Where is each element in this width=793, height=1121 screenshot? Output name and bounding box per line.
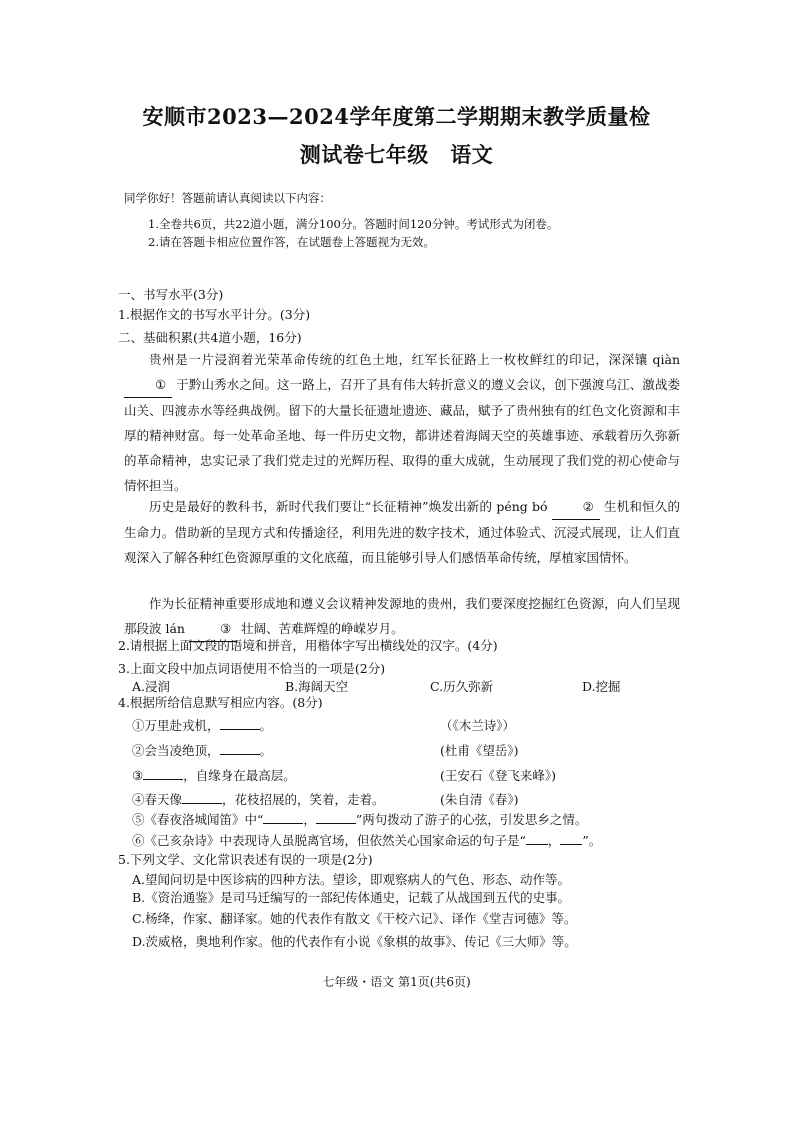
q4-item-1: ①万里赴戎机， 。 — [132, 718, 273, 733]
q4-item-3-source: (王安石《登飞来峰》) — [440, 768, 557, 783]
q4-item-2-source: (杜甫《望岳》) — [440, 743, 519, 758]
notice-greeting: 同学你好！答题前请认真阅读以下内容： — [124, 191, 331, 205]
q4-item-6: ⑥《己亥杂诗》中表现诗人虽脱离官场，但依然关心国家命运的句子是“ ， ”。 — [132, 833, 602, 848]
q5-option-a: A.望闻问切是中医诊病的四种方法。望诊，即观察病人的气色、形态、动作等。 — [132, 872, 571, 887]
notice-item-1: 1.全卷共6页，共22道小题，满分100分。答题时间120分钟。考试形式为闭卷。 — [148, 217, 559, 231]
q3-option-b: B.海阔天空 — [285, 679, 349, 694]
fill-blank — [560, 832, 582, 845]
q5-option-b: B.《资治通鉴》是司马迁编写的一部纪传体通史，记载了从战国到五代的史事。 — [132, 890, 571, 905]
passage-paragraph-3: 作为长征精神重要形成地和遵义会议精神发源地的贵州，我们要深度挖掘红色资源，向人们呈现那段波 lán ③ 壮阔、苦难辉煌的峥嵘岁月。 — [124, 591, 680, 642]
passage-paragraph-2: 历史是最好的教科书，新时代我们要让“长征精神”焕发出新的 péng bó ② 生机和恒久的生命力。借助新的呈现方式和传播途径，利用先进的数字技术，通过体验式、沉浸式展现，让人们直观深入了解各种红色资源厚重的文化底蕴，而且能够引导人们感悟革命传统，厚植家国情怀。 — [124, 494, 680, 570]
section1-heading: 一、书写水平(3分) — [118, 287, 224, 302]
q4-item-4: ④春天像 ，花枝招展的，笑着，走着。 — [132, 792, 385, 807]
q5-option-d: D.茨威格，奥地利作家。他的代表作有小说《象棋的故事》、传记《三大师》等。 — [132, 934, 577, 949]
fill-blank — [220, 717, 260, 730]
q3-option-c: C.历久弥新 — [430, 679, 494, 694]
q4-item-5: ⑤《春夜洛城闻笛》中“ ， ”两句拨动了游子的心弦，引发思乡之情。 — [132, 812, 588, 827]
fill-blank — [526, 832, 548, 845]
q4-item-3: ③ ，自缘身在最高层。 — [132, 768, 296, 783]
section2-heading: 二、基础积累(共4道小题，16分) — [118, 330, 302, 345]
passage-paragraph-1: 贵州是一片浸润着光荣革命传统的红色土地，红军长征路上一枚枚鲜红的印记，深深镶 qiàn ① 于黔山秀水之间。这一路上，召开了具有伟大转折意义的遵义会议，创下强渡乌江、激战娄山关、四渡赤水等经典战例。留下的大量长征遗址遗迹、藏品，赋予了贵州独有的红色文化资源和丰厚的精神财富。每一处革命圣地、每一件历史文物，都讲述着海阔天空的英雄事迹、承载着历久弥新的革命精神，忠实记录了我们党走过的光辉历程、取得的重大成就，生动展现了我们党的初心使命与情怀担当。 — [124, 352, 680, 493]
fill-blank — [316, 811, 356, 824]
question-2: 2.请根据上面文段的语境和拼音，用楷体字写出横线处的汉字。(4分) — [118, 638, 498, 653]
exam-title-line2: 测试卷七年级 语文 — [299, 142, 494, 167]
notice-item-2: 2.请在答题卡相应位置作答，在试题卷上答题视为无效。 — [148, 235, 435, 249]
fill-blank — [182, 791, 222, 804]
q4-item-4-source: (朱自清《春》) — [440, 792, 519, 807]
question-3: 3.上面文段中加点词语使用不恰当的一项是(2分) — [118, 661, 386, 676]
fill-blank — [220, 742, 260, 755]
fill-blank — [143, 767, 183, 780]
fill-blank — [263, 811, 303, 824]
q4-item-2: ②会当凌绝顶， 。 — [132, 743, 273, 758]
question-1: 1.根据作文的书写水平计分。(3分) — [118, 307, 311, 322]
question-4: 4.根据所给信息默写相应内容。(8分) — [118, 695, 323, 710]
answer-blank-3: ③ — [189, 616, 237, 642]
q3-option-d: D.挖掘 — [582, 679, 621, 694]
q4-item-1-source: （《木兰诗》） — [440, 718, 516, 733]
answer-blank-2: ② — [552, 494, 600, 520]
answer-blank-1: ① — [124, 372, 172, 398]
page-footer: 七年级・语文 第1页(共6页) — [322, 975, 471, 989]
q3-option-a: A.浸润 — [132, 679, 171, 694]
q5-option-c: C.杨绛，作家、翻译家。她的代表作有散文《干校六记》、译作《堂吉诃德》等。 — [132, 911, 577, 926]
exam-title-line1: 安顺市2023—2024学年度第二学期期末教学质量检 — [142, 104, 651, 129]
question-5: 5.下列文学、文化常识表述有误的一项是(2分) — [118, 852, 373, 867]
